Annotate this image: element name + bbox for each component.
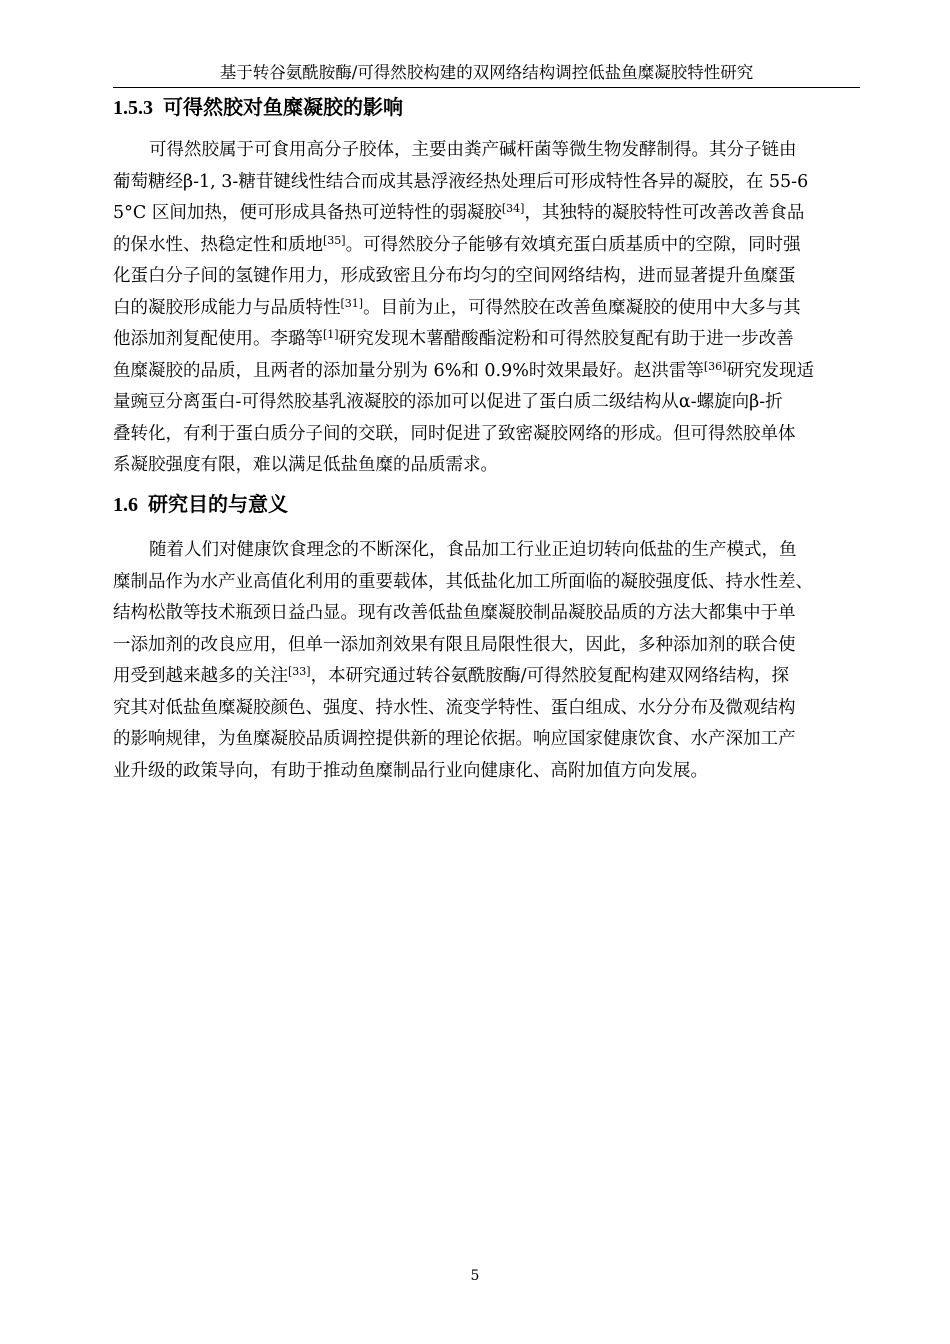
section-title: 研究目的与意义 xyxy=(148,492,288,516)
text-run: 。可得然胶分子能够有效填充蛋白质基质中的空隙，同时强 xyxy=(345,234,801,255)
text-line xyxy=(113,230,860,262)
text-line xyxy=(113,167,860,199)
text-run: 的影响规律，为鱼糜凝胶品质调控提供新的理论依据。响应国家健康饮食、水产深加工产 xyxy=(113,729,796,749)
text-line xyxy=(113,724,860,756)
text-run: 叠转化，有利于蛋白质分子间的交联，同时促进了致密凝胶网络的形成。但可得然胶单体 xyxy=(113,423,796,444)
section-heading-1-6 xyxy=(113,490,288,519)
text-run: 白的凝胶形成能力与品质特性 xyxy=(113,297,341,318)
citation-ref: [35] xyxy=(323,233,346,247)
text-run: 的保水性、热稳定性和质地 xyxy=(113,234,323,255)
text-line xyxy=(113,293,860,325)
text-run: 随着人们对健康饮食理念的不断深化，食品加工行业正迫切转向低盐的生产模式，鱼 xyxy=(149,540,797,560)
text-line xyxy=(113,535,860,567)
text-run: 研究发现木薯醋酸酯淀粉和可得然胶复配有助于进一步改善 xyxy=(338,329,794,349)
text-run: 鱼糜凝胶的品质，且两者的添加量分别为 6%和 0.9%时效果最好。赵洪雷等 xyxy=(113,360,704,381)
citation-ref: [31] xyxy=(340,296,364,310)
page-number: 5 xyxy=(470,1268,480,1284)
text-line xyxy=(113,756,860,788)
text-run: 化蛋白分子间的氢键作用力，形成致密且分布均匀的空间网络结构，进而显著提升鱼糜蛋 xyxy=(113,266,796,286)
text-run: 业升级的政策导向，有助于推动鱼糜制品行业向健康化、高附加值方向发展。 xyxy=(113,760,708,781)
citation-ref: [34] xyxy=(501,202,525,215)
section-number: 1.5.3 xyxy=(113,97,153,119)
citation-ref: [1] xyxy=(323,328,339,341)
section-number: 1.6 xyxy=(113,494,138,516)
paragraph-curdlan-effect xyxy=(113,135,860,482)
text-line xyxy=(113,387,860,419)
text-run: 。目前为止，可得然胶在改善鱼糜凝胶的使用中大多与其 xyxy=(363,297,801,318)
text-line xyxy=(113,567,860,599)
text-run: ，其独特的凝胶特性可改善改善食品 xyxy=(524,203,805,223)
section-heading-1-5-3 xyxy=(113,93,403,122)
citation-ref: [36] xyxy=(703,359,727,373)
text-run: 系凝胶强度有限，难以满足低盐鱼糜的品质需求。 xyxy=(113,455,498,475)
paragraph-research-purpose xyxy=(113,535,860,787)
header-rule xyxy=(113,87,860,88)
text-run: 糜制品作为水产业高值化利用的重要载体，其低盐化加工所面临的凝胶强度低、持水性差、 xyxy=(113,571,813,592)
text-line xyxy=(113,135,860,167)
text-line xyxy=(113,450,860,482)
section-title: 可得然胶对鱼糜凝胶的影响 xyxy=(163,95,403,119)
text-run: 量豌豆分离蛋白-可得然胶基乳液凝胶的添加可以促进了蛋白质二级结构从α-螺旋向β-折 xyxy=(113,392,783,412)
text-run: 一添加剂的改良应用，但单一添加剂效果有限且局限性很大，因此，多种添加剂的联合使 xyxy=(113,634,796,655)
running-header: 基于转谷氨酰胺酶/可得然胶构建的双网络结构调控低盐鱼糜凝胶特性研究 xyxy=(219,63,754,82)
text-run: ，本研究通过转谷氨酰胺酶/可得然胶复配构建双网络结构，探 xyxy=(310,666,789,686)
text-run: 葡萄糖经β-1, 3-糖苷键线性结合而成其悬浮液经热处理后可形成特性各异的凝胶，在 55-6 xyxy=(113,171,809,192)
citation-ref: [33] xyxy=(288,665,311,678)
text-line xyxy=(113,661,860,693)
text-line xyxy=(113,198,860,230)
text-run: 用受到越来越多的关注 xyxy=(113,666,288,686)
text-line xyxy=(113,356,860,388)
text-run: 5°C 区间加热，便可形成具备热可逆特性的弱凝胶 xyxy=(113,203,502,223)
text-line xyxy=(113,630,860,662)
text-line xyxy=(113,261,860,293)
text-line xyxy=(113,324,860,356)
text-run: 可得然胶属于可食用高分子胶体，主要由粪产碱杆菌等微生物发酵制得。其分子链由 xyxy=(149,140,797,160)
text-line xyxy=(113,693,860,725)
text-line xyxy=(113,598,860,630)
text-run: 他添加剂复配使用。李璐等 xyxy=(113,329,323,349)
text-run: 结构松散等技术瓶颈日益凸显。现有改善低盐鱼糜凝胶制品凝胶品质的方法大都集中于单 xyxy=(113,603,796,623)
text-run: 研究发现适 xyxy=(726,360,814,381)
text-line xyxy=(113,419,860,451)
text-run: 究其对低盐鱼糜凝胶颜色、强度、持水性、流变学特性、蛋白组成、水分分布及微观结构 xyxy=(113,697,796,718)
